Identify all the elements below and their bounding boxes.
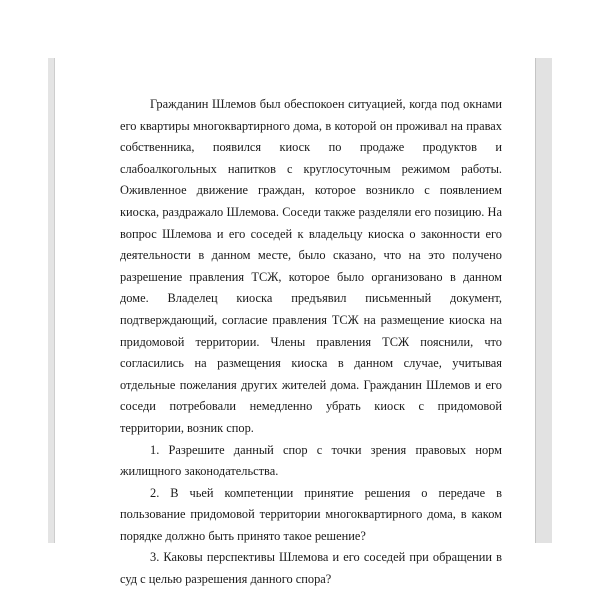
question-1: 1. Разрешите данный спор с точки зрения правовых норм жилищного законодательства. [120,442,502,479]
case-description-paragraph: Гражданин Шлемов был обеспокоен ситуацией, когда под окнами его квартиры многоквартирного дома, в которой он проживал на правах собственника, появился киоск по продаже продуктов и слабоалкогольных напитков с круглосуточным режимом работы. Оживленное движение граждан, которое возникло с появлением киоска, раздражало Шлемова. Соседи также разделяли его позицию. На вопрос Шлемова и его соседей к владельцу киоска о законности его деятельности в данном месте, было сказано, что на это получено разрешение правления ТСЖ, которое было организовано в данном доме. Владелец киоска предъявил письменный документ, подтверждающий, согласие правления ТСЖ на размещение киоска на придомовой территории. Члены правления ТСЖ пояснили, что согласились на размещения киоска в данном случае, учитывая отдельные пожелания других жителей дома. Гражданин Шлемов и его соседи потребовали немедленно убрать киоск с придомовой территории, возник спор. [120,97,502,435]
right-scrollbar[interactable] [535,58,552,543]
document-page [120,94,502,591]
question-3: 3. Каковы перспективы Шлемова и его соседей при обращении в суд с целью разрешения данного спора? [120,550,502,587]
question-2: 2. В чьей компетенции принятие решения о передаче в пользование придомовой территории многоквартирного дома, в каком порядке должно быть принято такое решение? [120,485,502,543]
left-page-margin-bar [48,58,55,543]
